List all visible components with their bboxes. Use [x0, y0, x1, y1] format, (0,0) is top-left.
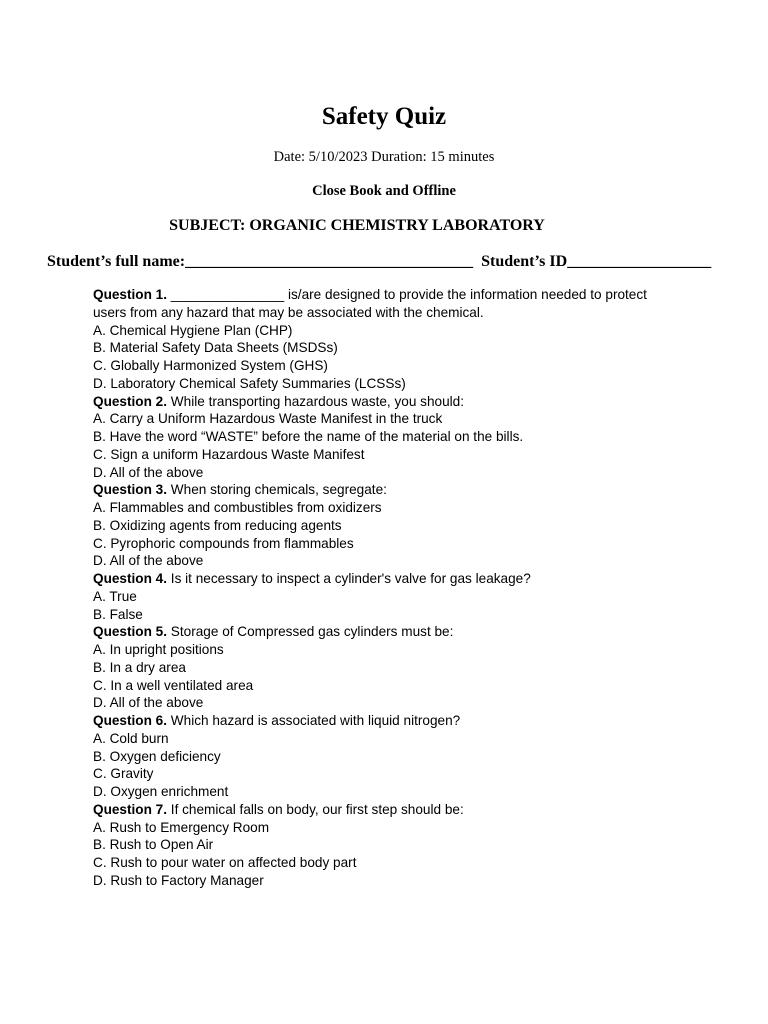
- answer-option: A. True: [93, 588, 137, 604]
- exam-mode-line: Close Book and Offline: [312, 183, 456, 199]
- question-text: users from any hazard that may be associated with the chemical.: [93, 304, 484, 320]
- student-id-field: Student’s ID__________________: [481, 253, 712, 270]
- question-number: Question 2.: [93, 393, 168, 409]
- answer-option: C. Gravity: [93, 766, 154, 782]
- question-list: [93, 286, 693, 890]
- question-number: Question 6.: [93, 713, 168, 728]
- answer-option: C. Pyrophoric compounds from flammables: [93, 535, 354, 551]
- answer-option: A. Flammables and combustibles from oxidizers: [93, 500, 382, 515]
- question-text: If chemical falls on body, our first step should be:: [167, 801, 464, 817]
- question-text: _______________ is/are designed to provide the information needed to protect: [167, 287, 647, 302]
- question-text-line: [93, 286, 693, 304]
- answer-option: A. Carry a Uniform Hazardous Waste Manifest in the truck: [93, 411, 443, 427]
- answer-option: B. Oxygen deficiency: [93, 748, 221, 764]
- question-number: Question 1.: [93, 287, 168, 302]
- answer-option: A. Chemical Hygiene Plan (CHP): [93, 322, 293, 338]
- answer-option: A. Cold burn: [93, 730, 169, 746]
- answer-option: B. Oxidizing agents from reducing agents: [93, 517, 342, 533]
- question-text-line: [93, 304, 693, 322]
- answer-option: D. Oxygen enrichment: [93, 784, 229, 799]
- question-text: Is it necessary to inspect a cylinder's valve for gas leakage?: [167, 571, 531, 586]
- question-text-line: [93, 623, 693, 641]
- page-title: Safety Quiz: [321, 103, 447, 130]
- question-text-line: [93, 801, 693, 819]
- student-info-line: [47, 252, 727, 272]
- question-text: Storage of Compressed gas cylinders must be:: [167, 624, 454, 640]
- question-number: Question 4.: [93, 571, 168, 586]
- date-duration-line: Date: 5/10/2023 Duration: 15 minutes: [273, 149, 495, 165]
- answer-option: A. In upright positions: [93, 642, 224, 657]
- student-name-field: Student’s full name:____________________________________: [47, 253, 474, 270]
- question-text-line: [93, 570, 693, 588]
- answer-option: D. All of the above: [93, 553, 204, 569]
- answer-option: D. All of the above: [93, 695, 204, 711]
- answer-option: A. Rush to Emergency Room: [93, 819, 270, 835]
- answer-option: C. Sign a uniform Hazardous Waste Manifest: [93, 446, 365, 462]
- answer-option: B. In a dry area: [93, 659, 186, 675]
- question-number: Question 3.: [93, 482, 168, 498]
- answer-option: B. Have the word “WASTE” before the name of the material on the bills.: [93, 429, 524, 444]
- answer-option: B. Material Safety Data Sheets (MSDSs): [93, 340, 338, 356]
- answer-option: B. False: [93, 606, 143, 622]
- answer-option: C. Globally Harmonized System (GHS): [93, 358, 328, 373]
- question-text: While transporting hazardous waste, you should:: [167, 393, 464, 409]
- question-text-line: [93, 712, 693, 730]
- answer-option: B. Rush to Open Air: [93, 837, 214, 853]
- question-number: Question 5.: [93, 624, 168, 640]
- question-text-line: [93, 393, 693, 411]
- answer-option: D. Laboratory Chemical Safety Summaries (LCSSs): [93, 375, 406, 391]
- answer-option: D. All of the above: [93, 464, 204, 480]
- answer-option: C. Rush to pour water on affected body part: [93, 855, 357, 870]
- subject-line: SUBJECT: ORGANIC CHEMISTRY LABORATORY: [169, 217, 545, 234]
- question-text-line: [93, 481, 693, 499]
- question-text: When storing chemicals, segregate:: [167, 482, 387, 498]
- answer-option: C. In a well ventilated area: [93, 677, 254, 693]
- answer-option: D. Rush to Factory Manager: [93, 872, 264, 888]
- question-number: Question 7.: [93, 801, 168, 817]
- question-text: Which hazard is associated with liquid nitrogen?: [167, 713, 461, 728]
